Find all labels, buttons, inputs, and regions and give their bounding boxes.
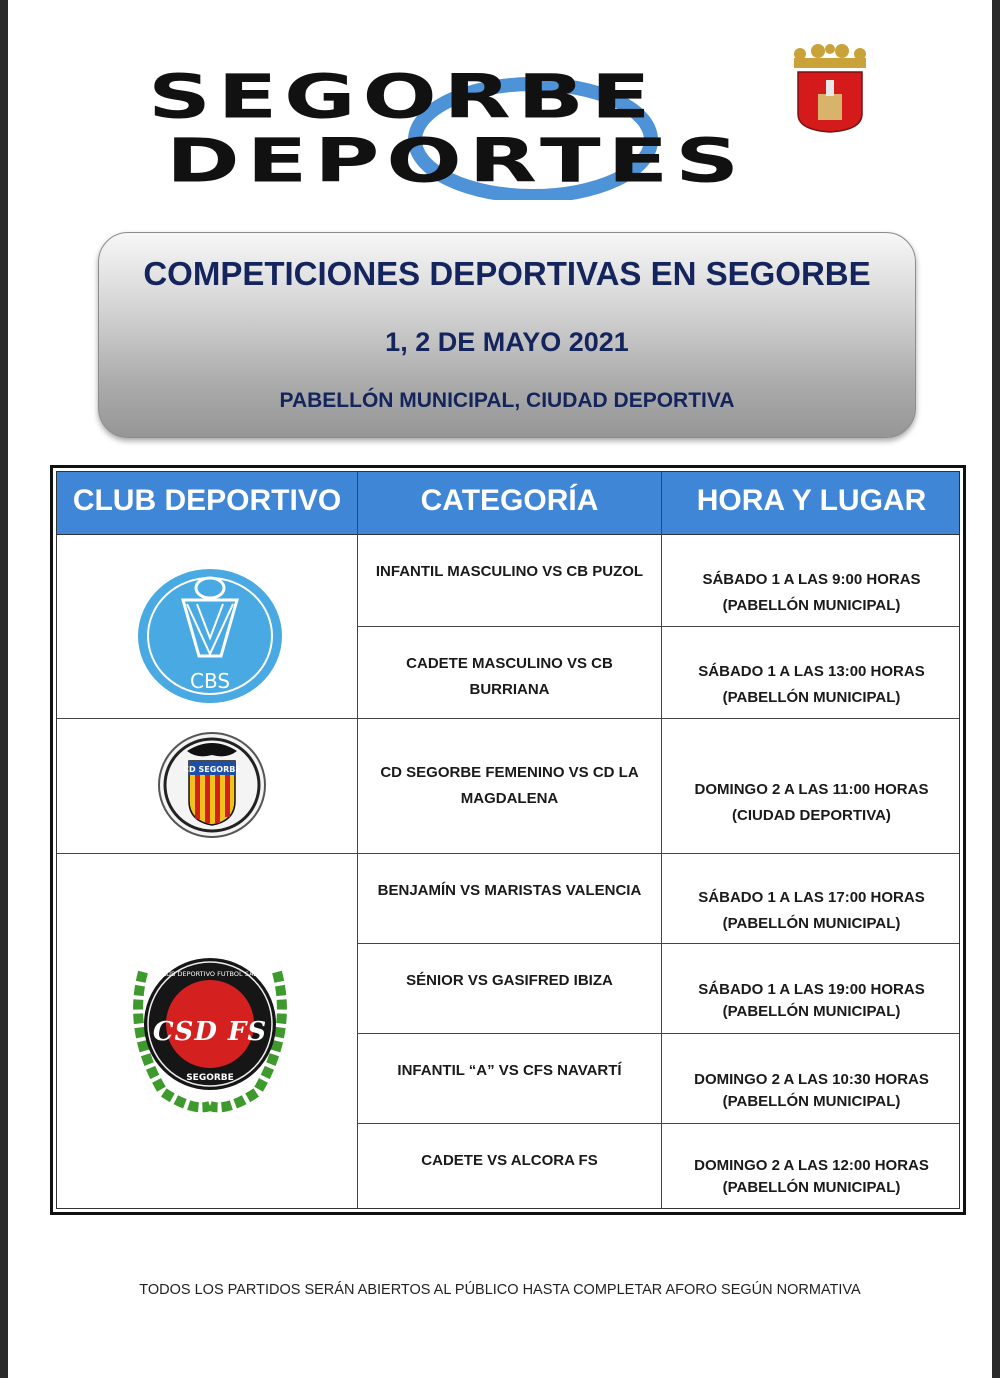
match-place: (PABELLÓN MUNICIPAL) bbox=[722, 914, 901, 932]
match-place: (PABELLÓN MUNICIPAL) bbox=[722, 688, 901, 706]
segorbe-coat-of-arms-icon bbox=[788, 44, 872, 134]
match-place: (PABELLÓN MUNICIPAL) bbox=[722, 1092, 901, 1110]
match-time: SÁBADO 1 A LAS 13:00 HORAS bbox=[698, 662, 925, 680]
cdfs-logo-initials: CSD FS bbox=[152, 1017, 268, 1047]
page-title: COMPETICIONES DEPORTIVAS EN SEGORBE bbox=[143, 255, 871, 292]
logo-word-deportes: DEPORTES bbox=[166, 126, 746, 197]
footer-note: TODOS LOS PARTIDOS SERÁN ABIERTOS AL PÚBLICO HASTA COMPLETAR AFORO SEGÚN NORMATIVA bbox=[139, 1282, 861, 1298]
time-place-cell bbox=[662, 535, 961, 626]
table-header-row bbox=[57, 472, 959, 535]
match-time: DOMINGO 2 A LAS 12:00 HORAS bbox=[694, 1157, 929, 1174]
event-header-box bbox=[98, 232, 916, 438]
schedule-table bbox=[50, 465, 966, 1215]
time-place-cell bbox=[662, 627, 961, 718]
cdfs-segorbe-logo-icon bbox=[123, 942, 297, 1114]
time-place-cell bbox=[662, 854, 961, 943]
cdfs-logo-town: SEGORBE bbox=[186, 1073, 234, 1083]
cb-segorbe-logo-text: CBS bbox=[189, 669, 231, 693]
time-place-cell bbox=[662, 719, 961, 853]
category-cell: INFANTIL MASCULINO VS CB PUZOL bbox=[375, 563, 644, 580]
segorbe-deportes-logo bbox=[148, 40, 898, 200]
category-cell: CADETE VS ALCORA FS bbox=[421, 1152, 598, 1169]
cdfs-logo-ring-text: CLUB DEPORTIVO FUTBOL SALA bbox=[158, 970, 262, 978]
category-cell: CADETE MASCULINO VS CB BURRIANA bbox=[406, 655, 613, 698]
column-header-time-place: HORA Y LUGAR bbox=[696, 484, 927, 517]
match-place: (PABELLÓN MUNICIPAL) bbox=[722, 1179, 901, 1196]
cd-segorbe-logo-text: CD SEGORBE bbox=[183, 765, 241, 774]
time-place-cell bbox=[662, 1034, 961, 1123]
column-header-category: CATEGORÍA bbox=[420, 484, 599, 517]
match-place: (PABELLÓN MUNICIPAL) bbox=[722, 1002, 901, 1020]
category-cell: CD SEGORBE FEMENINO VS CD LA MAGDALENA bbox=[380, 764, 639, 807]
match-place: (CIUDAD DEPORTIVA) bbox=[732, 806, 891, 824]
cb-segorbe-logo-icon bbox=[137, 568, 283, 704]
category-cell: BENJAMÍN VS MARISTAS VALENCIA bbox=[377, 882, 642, 899]
category-cell: INFANTIL “A” VS CFS NAVARTÍ bbox=[397, 1062, 622, 1079]
event-date: 1, 2 DE MAYO 2021 bbox=[385, 327, 629, 357]
event-venues: PABELLÓN MUNICIPAL, CIUDAD DEPORTIVA bbox=[279, 389, 735, 412]
cd-segorbe-logo-icon bbox=[157, 731, 267, 839]
category-cell: SÉNIOR VS GASIFRED IBIZA bbox=[406, 972, 613, 989]
match-place: (PABELLÓN MUNICIPAL) bbox=[722, 596, 901, 614]
logo-word-segorbe: SEGORBE bbox=[148, 62, 658, 133]
match-time: DOMINGO 2 A LAS 10:30 HORAS bbox=[694, 1070, 929, 1088]
time-place-cell bbox=[662, 944, 961, 1033]
time-place-cell bbox=[662, 1124, 961, 1206]
document-page bbox=[8, 0, 992, 1378]
match-time: DOMINGO 2 A LAS 11:00 HORAS bbox=[694, 780, 929, 798]
match-time: SÁBADO 1 A LAS 19:00 HORAS bbox=[698, 980, 925, 998]
match-time: SÁBADO 1 A LAS 17:00 HORAS bbox=[698, 888, 925, 906]
match-time: SÁBADO 1 A LAS 9:00 HORAS bbox=[702, 570, 921, 588]
column-header-club: CLUB DEPORTIVO bbox=[72, 484, 342, 517]
